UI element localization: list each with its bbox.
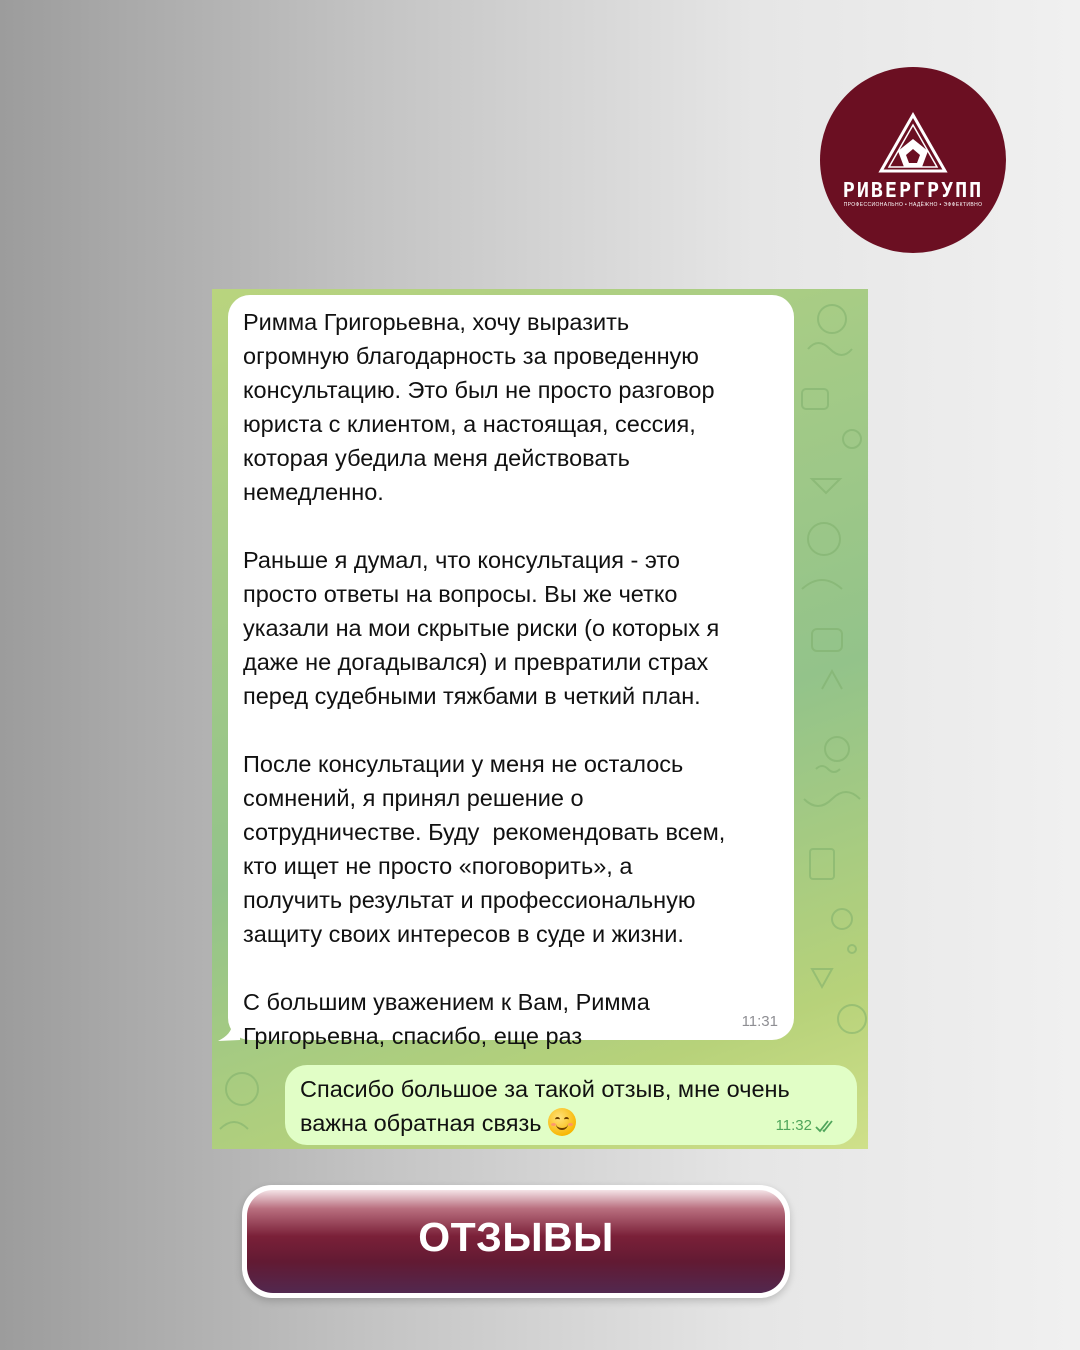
incoming-message-time: 11:31	[741, 1013, 778, 1030]
outgoing-message-text	[300, 1072, 840, 1140]
company-logo	[820, 67, 1006, 253]
reviews-button-frame	[242, 1185, 790, 1298]
incoming-message	[228, 295, 794, 1049]
double-check-icon	[815, 1119, 837, 1133]
outgoing-message	[285, 1065, 857, 1145]
outgoing-message-meta	[776, 1117, 837, 1134]
message-paragraph: Римма Григорьевна, хочу выразить огромную благодарность за проведенную консультацию. Это был не просто разговор юриста с клиентом, а настоящая, сессия, которая убедила меня действовать немедленно.	[243, 309, 715, 505]
reviews-button[interactable]	[247, 1190, 785, 1293]
reviews-button-label: ОТЗЫВЫ	[418, 1214, 614, 1260]
logo-triangle-icon	[820, 67, 1006, 253]
outgoing-message-body: Спасибо большое за такой отзыв, мне очень важна обратная связь	[300, 1076, 790, 1136]
logo-name: РИВЕРГРУПП	[842, 178, 984, 202]
chat-screenshot	[212, 289, 868, 1149]
message-paragraph: С большим уважением к Вам, Римма Григорьевна, спасибо, еще раз	[243, 989, 650, 1049]
message-paragraph: Раньше я думал, что консультация - это просто ответы на вопросы. Вы же четко указали на мои скрытые риски (о которых я даже не догадывался) и превратили страх перед судебными тяжбами в четкий план.	[243, 547, 720, 709]
logo-tagline: ПРОФЕССИОНАЛЬНО • НАДЁЖНО • ЭФФЕКТИВНО	[843, 202, 983, 208]
message-paragraph: После консультации у меня не осталось сомнений, я принял решение о сотрудничестве. Буду рекомендовать всем, кто ищет не просто «поговорить», а получить результат и профессиональную защиту своих интересов в суде и жизни.	[243, 751, 726, 947]
smiling-face-icon	[548, 1108, 576, 1136]
outgoing-message-time: 11:32	[775, 1117, 812, 1134]
incoming-message-text	[243, 305, 783, 1053]
